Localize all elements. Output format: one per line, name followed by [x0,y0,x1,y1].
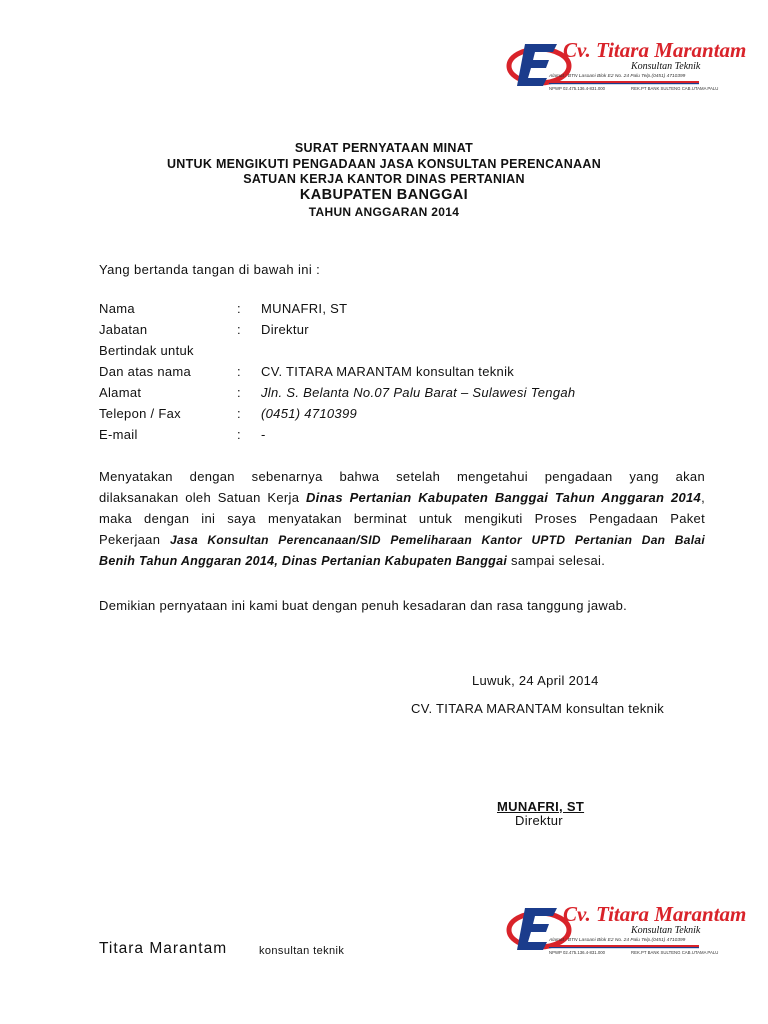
field-email [99,427,699,445]
statement-line [99,487,705,508]
statement-line [99,529,705,550]
closing-line: Demikian pernyataan ini kami buat dengan penuh kesadaran dan rasa tanggung jawab. [99,598,628,613]
statement-text: , [701,490,705,505]
signature-company: CV. TITARA MARANTAM konsultan teknik [411,701,665,716]
svg-text:Alamat : BTN Lasoani Blok E2 N: Alamat : BTN Lasoani Blok E2 No. 24 Palu Telp.(0451) 4710399 [549,938,686,943]
statement-paragraph [99,466,705,571]
field-value: Jln. S. Belanta No.07 Palu Barat – Sulawesi Tengah [261,385,576,400]
field-jabatan [99,322,699,340]
statement-line: Menyatakan dengan sebenarnya bahwa setelah mengetahui pengadaan yang akan [99,469,705,484]
svg-text:Cv. Titara Marantam: Cv. Titara Marantam [563,902,747,926]
svg-text:Cv. Titara Marantam: Cv. Titara Marantam [563,38,747,62]
field-nama [99,301,699,319]
field-bertindak-untuk [99,343,699,361]
field-label: Alamat [99,385,142,400]
title-line-2: UNTUK MENGIKUTI PENGADAAN JASA KONSULTAN PERENCANAAN [166,157,602,171]
package-name: Jasa Konsultan Perencanaan/SID Pemeliharaan Kantor UPTD Pertanian Dan Balai [170,533,705,547]
package-name-cont: Benih Tahun Anggaran 2014, Dinas Pertanian Kabupaten Banggai [99,554,508,568]
statement-line [99,550,705,571]
field-value: CV. TITARA MARANTAM konsultan teknik [261,364,515,379]
place-date: Luwuk, 24 April 2014 [472,673,599,688]
field-label: Nama [99,301,135,316]
title-line-3: SATUAN KERJA KANTOR DINAS PERTANIAN [243,172,525,186]
field-colon: : [237,301,241,316]
svg-text:Alamat : BTN Lasoani Blok E2 N: Alamat : BTN Lasoani Blok E2 No. 24 Palu Telp.(0451) 4710399 [549,74,686,79]
field-label: Jabatan [99,322,148,337]
svg-text:REK.PT BANK SULTENG CAB.UTAMA: REK.PT BANK SULTENG CAB.UTAMA PALU [631,950,719,955]
closing-paragraph [99,595,705,616]
svg-text:REK.PT BANK SULTENG CAB.UTAMA: REK.PT BANK SULTENG CAB.UTAMA PALU [631,86,719,91]
company-logo-top [505,32,747,102]
title-line-4: KABUPATEN BANGGAI [299,187,469,203]
satker-name: Dinas Pertanian Kabupaten Banggai Tahun Anggaran 2014 [305,490,702,505]
field-label: Dan atas nama [99,364,192,379]
title-line-1: SURAT PERNYATAAN MINAT [294,141,474,155]
field-value: MUNAFRI, ST [261,301,348,316]
title-line-5: TAHUN ANGGARAN 2014 [308,205,460,219]
field-colon: : [237,385,241,400]
field-value: - [261,427,266,442]
statement-text: sampai selesai. [507,553,606,568]
signatory-title: Direktur [515,813,563,828]
field-atas-nama [99,364,699,382]
statement-text: dilaksanakan oleh Satuan Kerja [99,490,306,505]
field-alamat [99,385,699,403]
field-label: E-mail [99,427,138,442]
field-label: Telepon / Fax [99,406,181,421]
field-value: Direktur [261,322,309,337]
statement-text: Pekerjaan [99,532,171,547]
field-label: Bertindak untuk [99,343,194,358]
field-colon: : [237,322,241,337]
svg-text:NPWP 02.475.136.4-831.000: NPWP 02.475.136.4-831.000 [549,950,606,955]
signatory-name: MUNAFRI, ST [497,799,585,814]
field-value: (0451) 4710399 [261,406,357,421]
field-colon: : [237,364,241,379]
footer-company-name: Titara Marantam [99,940,228,957]
footer-company-sub: konsultan teknik [259,945,345,957]
statement-line: maka dengan ini saya menyatakan berminat untuk mengikuti Proses Pengadaan Paket [99,511,705,526]
svg-text:NPWP 02.475.136.4-831.000: NPWP 02.475.136.4-831.000 [549,86,606,91]
company-logo-bottom [505,896,747,966]
intro-text: Yang bertanda tangan di bawah ini : [99,262,321,277]
svg-text:Konsultan Teknik: Konsultan Teknik [631,61,701,72]
field-colon: : [237,406,241,421]
svg-text:Konsultan Teknik: Konsultan Teknik [631,925,701,936]
field-telepon [99,406,699,424]
field-colon: : [237,427,241,442]
